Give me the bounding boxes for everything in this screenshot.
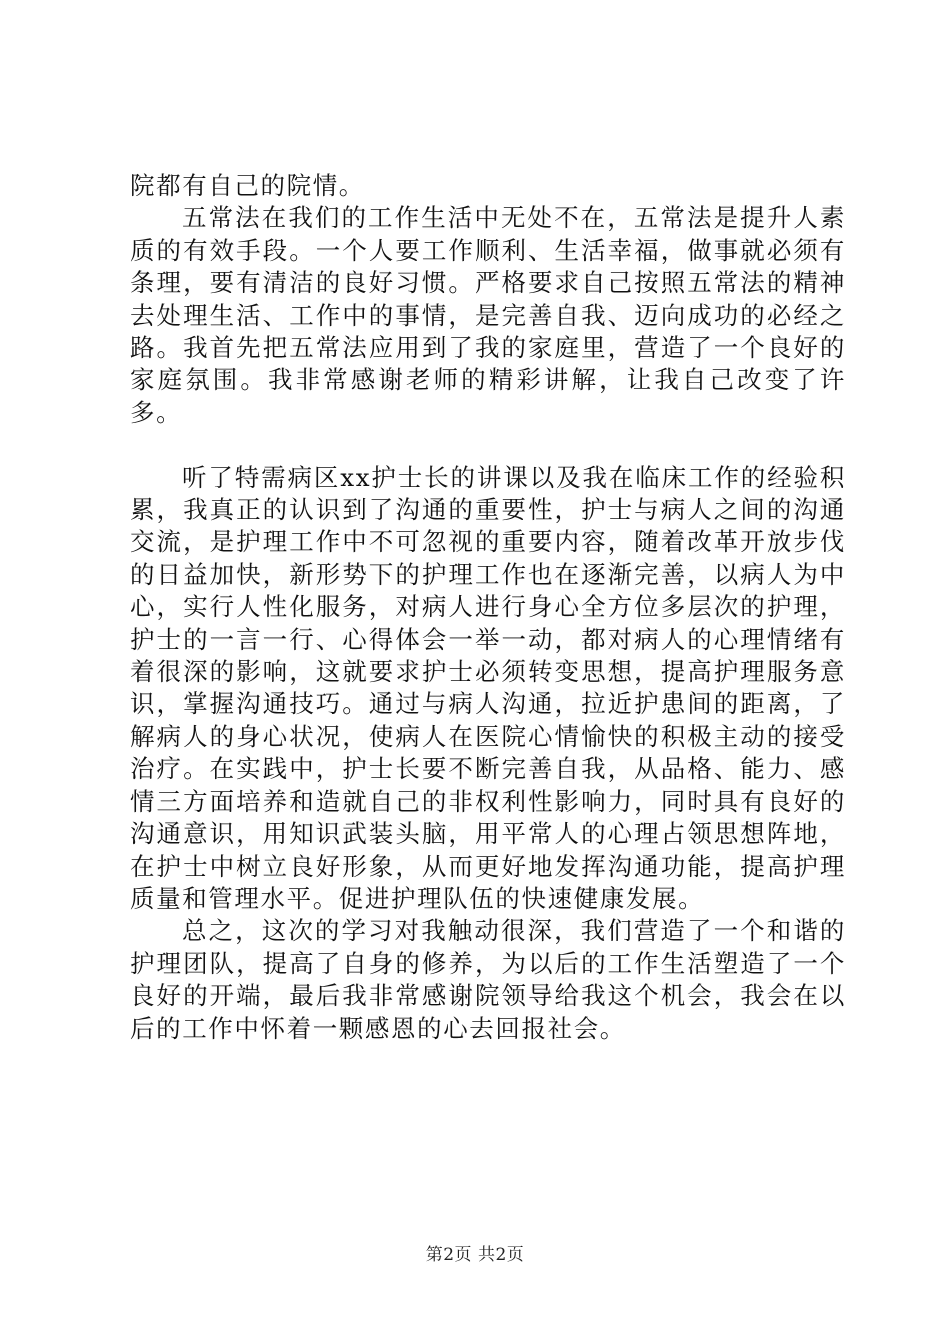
paragraph-wuchangfa: 五常法在我们的工作生活中无处不在，五常法是提升人素质的有效手段。一个人要工作顺利、生活幸福，做事就必须有条理，要有清洁的良好习惯。严格要求自己按照五常法的精神去处理生活、工作中的事情，是完善自我、迈向成功的必经之路。我首先把五常法应用到了我的家庭里，营造了一个良好的家庭氛围。我非常感谢老师的精彩讲解，让我自己改变了许多。 <box>130 203 846 427</box>
document-body <box>130 170 846 1045</box>
page-number-footer: 第2页 共2页 <box>425 1245 525 1265</box>
paragraph-continuation: 院都有自己的院情。 <box>130 171 365 200</box>
paragraph-communication: 听了特需病区xx护士长的讲课以及我在临床工作的经验积累，我真正的认识到了沟通的重要性，护士与病人之间的沟通交流，是护理工作中不可忽视的重要内容，随着改革开放步伐的日益加快，新形势下的护理工作也在逐渐完善，以病人为中心，实行人性化服务，对病人进行身心全方位多层次的护理，护士的一言一行、心得体会一举一动，都对病人的心理情绪有着很深的影响，这就要求护士必须转变思想，提高护理服务意识，掌握沟通技巧。通过与病人沟通，拉近护患间的距离，了解病人的身心状况，使病人在医院心情愉快的积极主动的接受治疗。在实践中，护士长要不断完善自我，从品格、能力、感情三方面培养和造就自己的非权利性影响力，同时具有良好的沟通意识，用知识武装头脑，用平常人的心理占领思想阵地，在护士中树立良好形象，从而更好地发挥沟通功能，提高护理质量和管理水平。促进护理队伍的快速健康发展。 <box>130 462 846 913</box>
paragraph-conclusion: 总之，这次的学习对我触动很深，我们营造了一个和谐的护理团队，提高了自身的修养，为以后的工作生活塑造了一个良好的开端，最后我非常感谢院领导给我这个机会，我会在以后的工作中怀着一颗感恩的心去回报社会。 <box>130 916 846 1043</box>
